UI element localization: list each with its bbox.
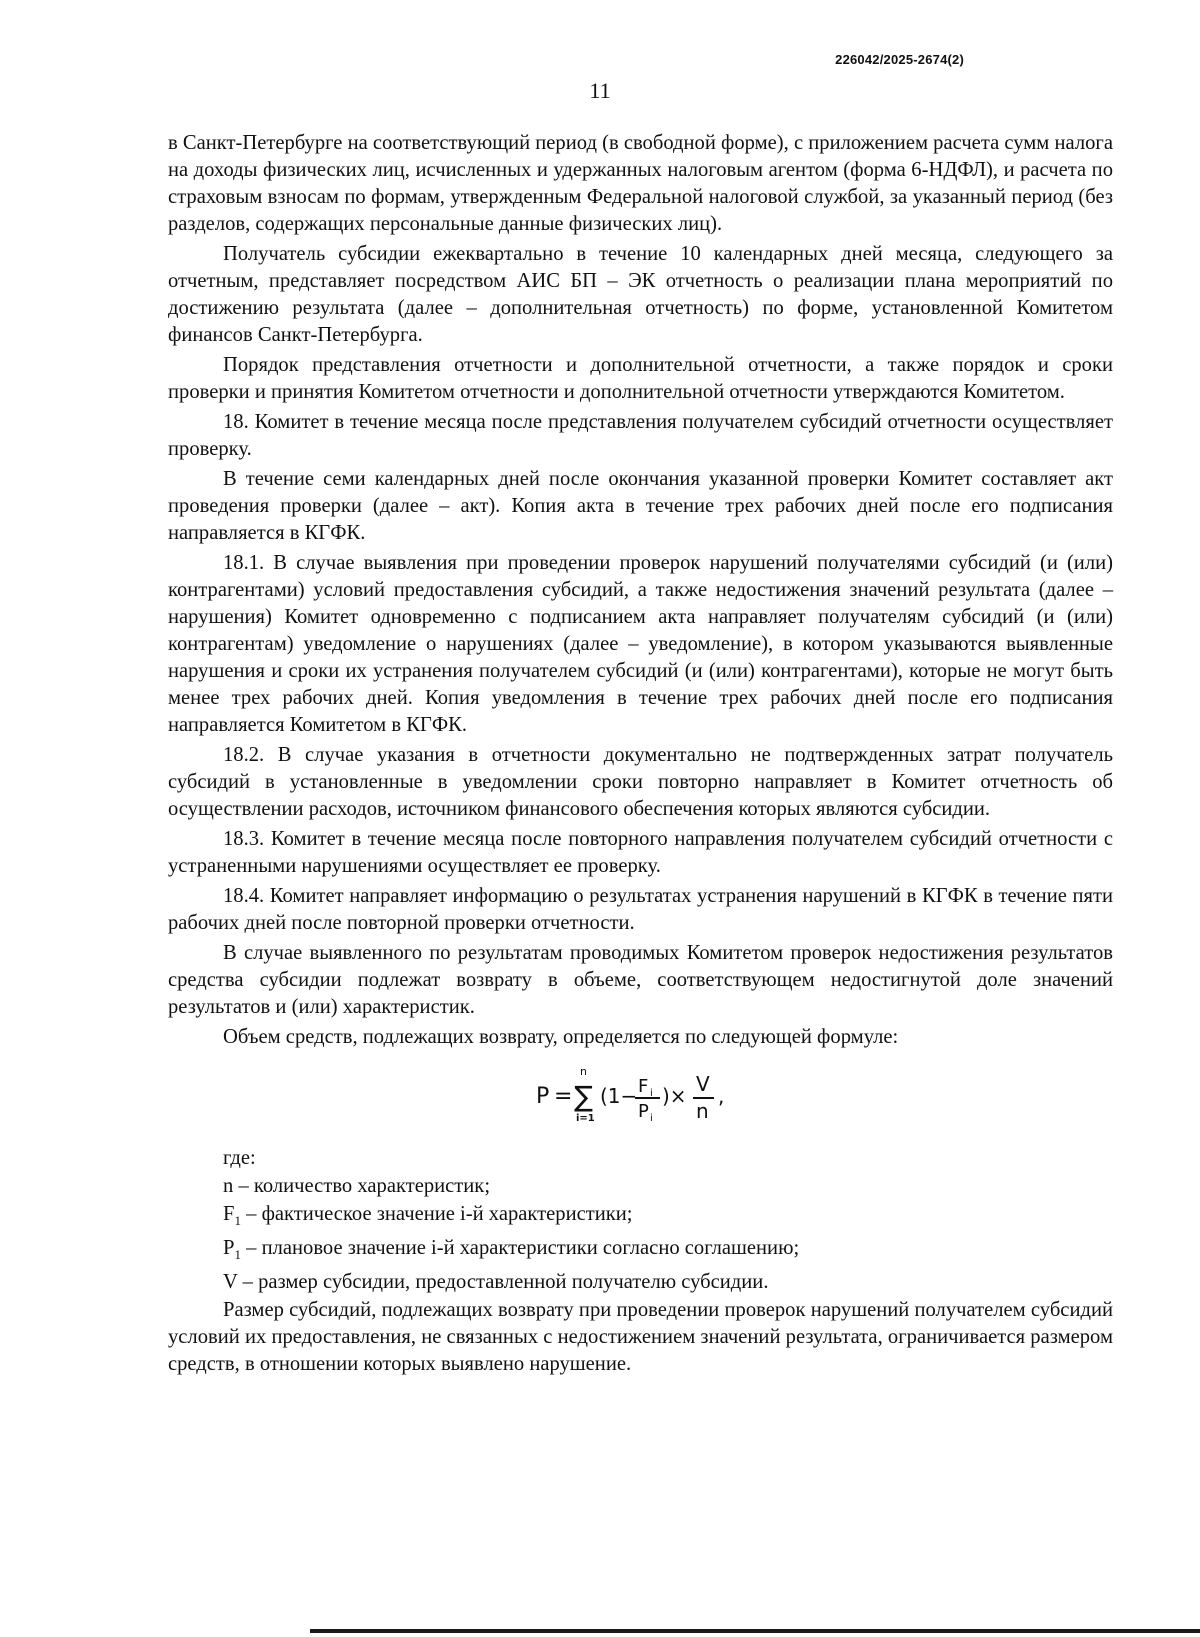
formula-lhs: P [535, 1084, 549, 1109]
formula-sum-bottom: i=1 [575, 1113, 595, 1124]
document-number: 226042/2025-2674(2) [835, 52, 964, 67]
document-body [168, 130, 1113, 1381]
refund-formula [168, 1061, 1113, 1133]
formula-frac1-num: F [637, 1076, 648, 1097]
paragraph-refund: В случае выявленного по результатам проводимых Комитетом проверок недостижения результатов средства субсидии подлежат возврату в объеме, соответствующем недостигнутой доле значений результатов и (или) характеристик. [168, 942, 1113, 1018]
definition-f-subscript: 1 [234, 1213, 241, 1229]
paragraph-act: В течение семи календарных дней после окончания указанной проверки Комитет составляет акт проведения проверки (далее – акт). Копия акта в течение трех рабочих дней после его подписания направляется в КГФК. [168, 468, 1113, 544]
formula-trail: , [717, 1084, 724, 1108]
definition-p-symbol: P [223, 1237, 235, 1260]
paragraph-18-1: 18.1. В случае выявления при проведении проверок нарушений получателями субсидий (и (или) контрагентами) условий предоставления субсидий, а также недостижения значений результата (далее – нарушения) Комитет одновременно с подписанием акта направляет получателям субсидий (и (или) контрагентам) уведомление о нарушениях (далее – уведомление), в котором указываются выявленные нарушения и сроки их устранения получателем субсидий (и (или) контрагентами), которые не могут быть менее трех рабочих дней. Копия уведомления в течение трех рабочих дней после его подписания направляется Комитетом в КГФК. [168, 552, 1113, 736]
paragraph-18-4: 18.4. Комитет направляет информацию о результатах устранения нарушений в КГФК в течение пяти рабочих дней после повторной проверки отчетности. [168, 885, 1113, 934]
paragraph-1: в Санкт-Петербурге на соответствующий период (в свободной форме), с приложением расчета сумм налога на доходы физических лиц, исчисленных и удержанных налоговым агентом (форма 6-НДФЛ), и расчета по страховым взносам по формам, утвержденным Федеральной налоговой службой, за указанный период (без разделов, содержащих персональные данные физических лиц). [168, 132, 1113, 235]
paragraph-18-2: 18.2. В случае указания в отчетности документально не подтвержденных затрат получатель субсидий в установленные в уведомлении сроки повторно направляет в Комитет отчетность об осуществлении расходов, источником финансового обеспечения которых являются субсидии. [168, 744, 1113, 820]
paragraph-18-3: 18.3. Комитет в течение месяца после повторного направления получателем субсидий отчетности с устраненными нарушениями осуществляет ее проверку. [168, 828, 1113, 877]
definition-f-symbol: F [223, 1203, 235, 1225]
paragraph-2: Получатель субсидии ежеквартально в течение 10 календарных дней месяца, следующего за отчетным, представляет посредством АИС БП – ЭК отчетность о реализации плана мероприятий по достижению результата (далее – дополнительная отчетность) по форме, установленной Комитетом финансов Санкт-Петербурга. [168, 243, 1113, 346]
definition-f-text: – фактическое значение i-й характеристики; [240, 1203, 633, 1225]
formula-frac2-num: V [695, 1072, 710, 1096]
paragraph-formula-intro: Объем средств, подлежащих возврату, определяется по следующей формуле: [223, 1026, 899, 1048]
definition-p-text: – плановое значение i-й характеристики согласно соглашению; [240, 1237, 800, 1260]
formula-close-times: )× [661, 1084, 687, 1108]
formula-frac2-den: n [695, 1099, 709, 1123]
bottom-scan-edge [310, 1629, 1200, 1633]
formula-open: (1− [599, 1084, 637, 1108]
page-number: 11 [589, 78, 611, 103]
definition-p [168, 1235, 1113, 1268]
summation-icon: ∑ [573, 1080, 593, 1113]
paragraph-3: Порядок представления отчетности и дополнительной отчетности, а также порядок и сроки проверки и принятия Комитетом отчетности и дополнительной отчетности утверждаются Комитетом. [168, 354, 1113, 403]
paragraph-limit: Размер субсидий, подлежащих возврату при проведении проверок нарушений получателем субсидий условий их предоставления, не связанных с недостижением значений результата, ограничивается размером средств, в отношении которых выявлено нарушение. [168, 1299, 1113, 1376]
definition-v: V – размер субсидии, предоставленной получателю субсидии. [223, 1271, 769, 1294]
definition-n: n – количество характеристик; [223, 1175, 491, 1197]
definition-f [168, 1201, 1113, 1234]
formula-sum-top: n [579, 1065, 587, 1078]
formula-frac1-den-sub: i [649, 1113, 653, 1124]
formula-definitions [168, 1145, 1113, 1296]
definition-where: где: [223, 1147, 256, 1169]
formula-frac1-den: P [637, 1101, 649, 1122]
formula-frac1-num-sub: i [649, 1088, 653, 1099]
definition-p-subscript: 1 [234, 1247, 241, 1263]
formula-equals: = [553, 1084, 572, 1109]
formula-graphic [536, 1061, 746, 1133]
paragraph-18: 18. Комитет в течение месяца после представления получателем субсидий отчетности осуществляет проверку. [168, 411, 1113, 460]
